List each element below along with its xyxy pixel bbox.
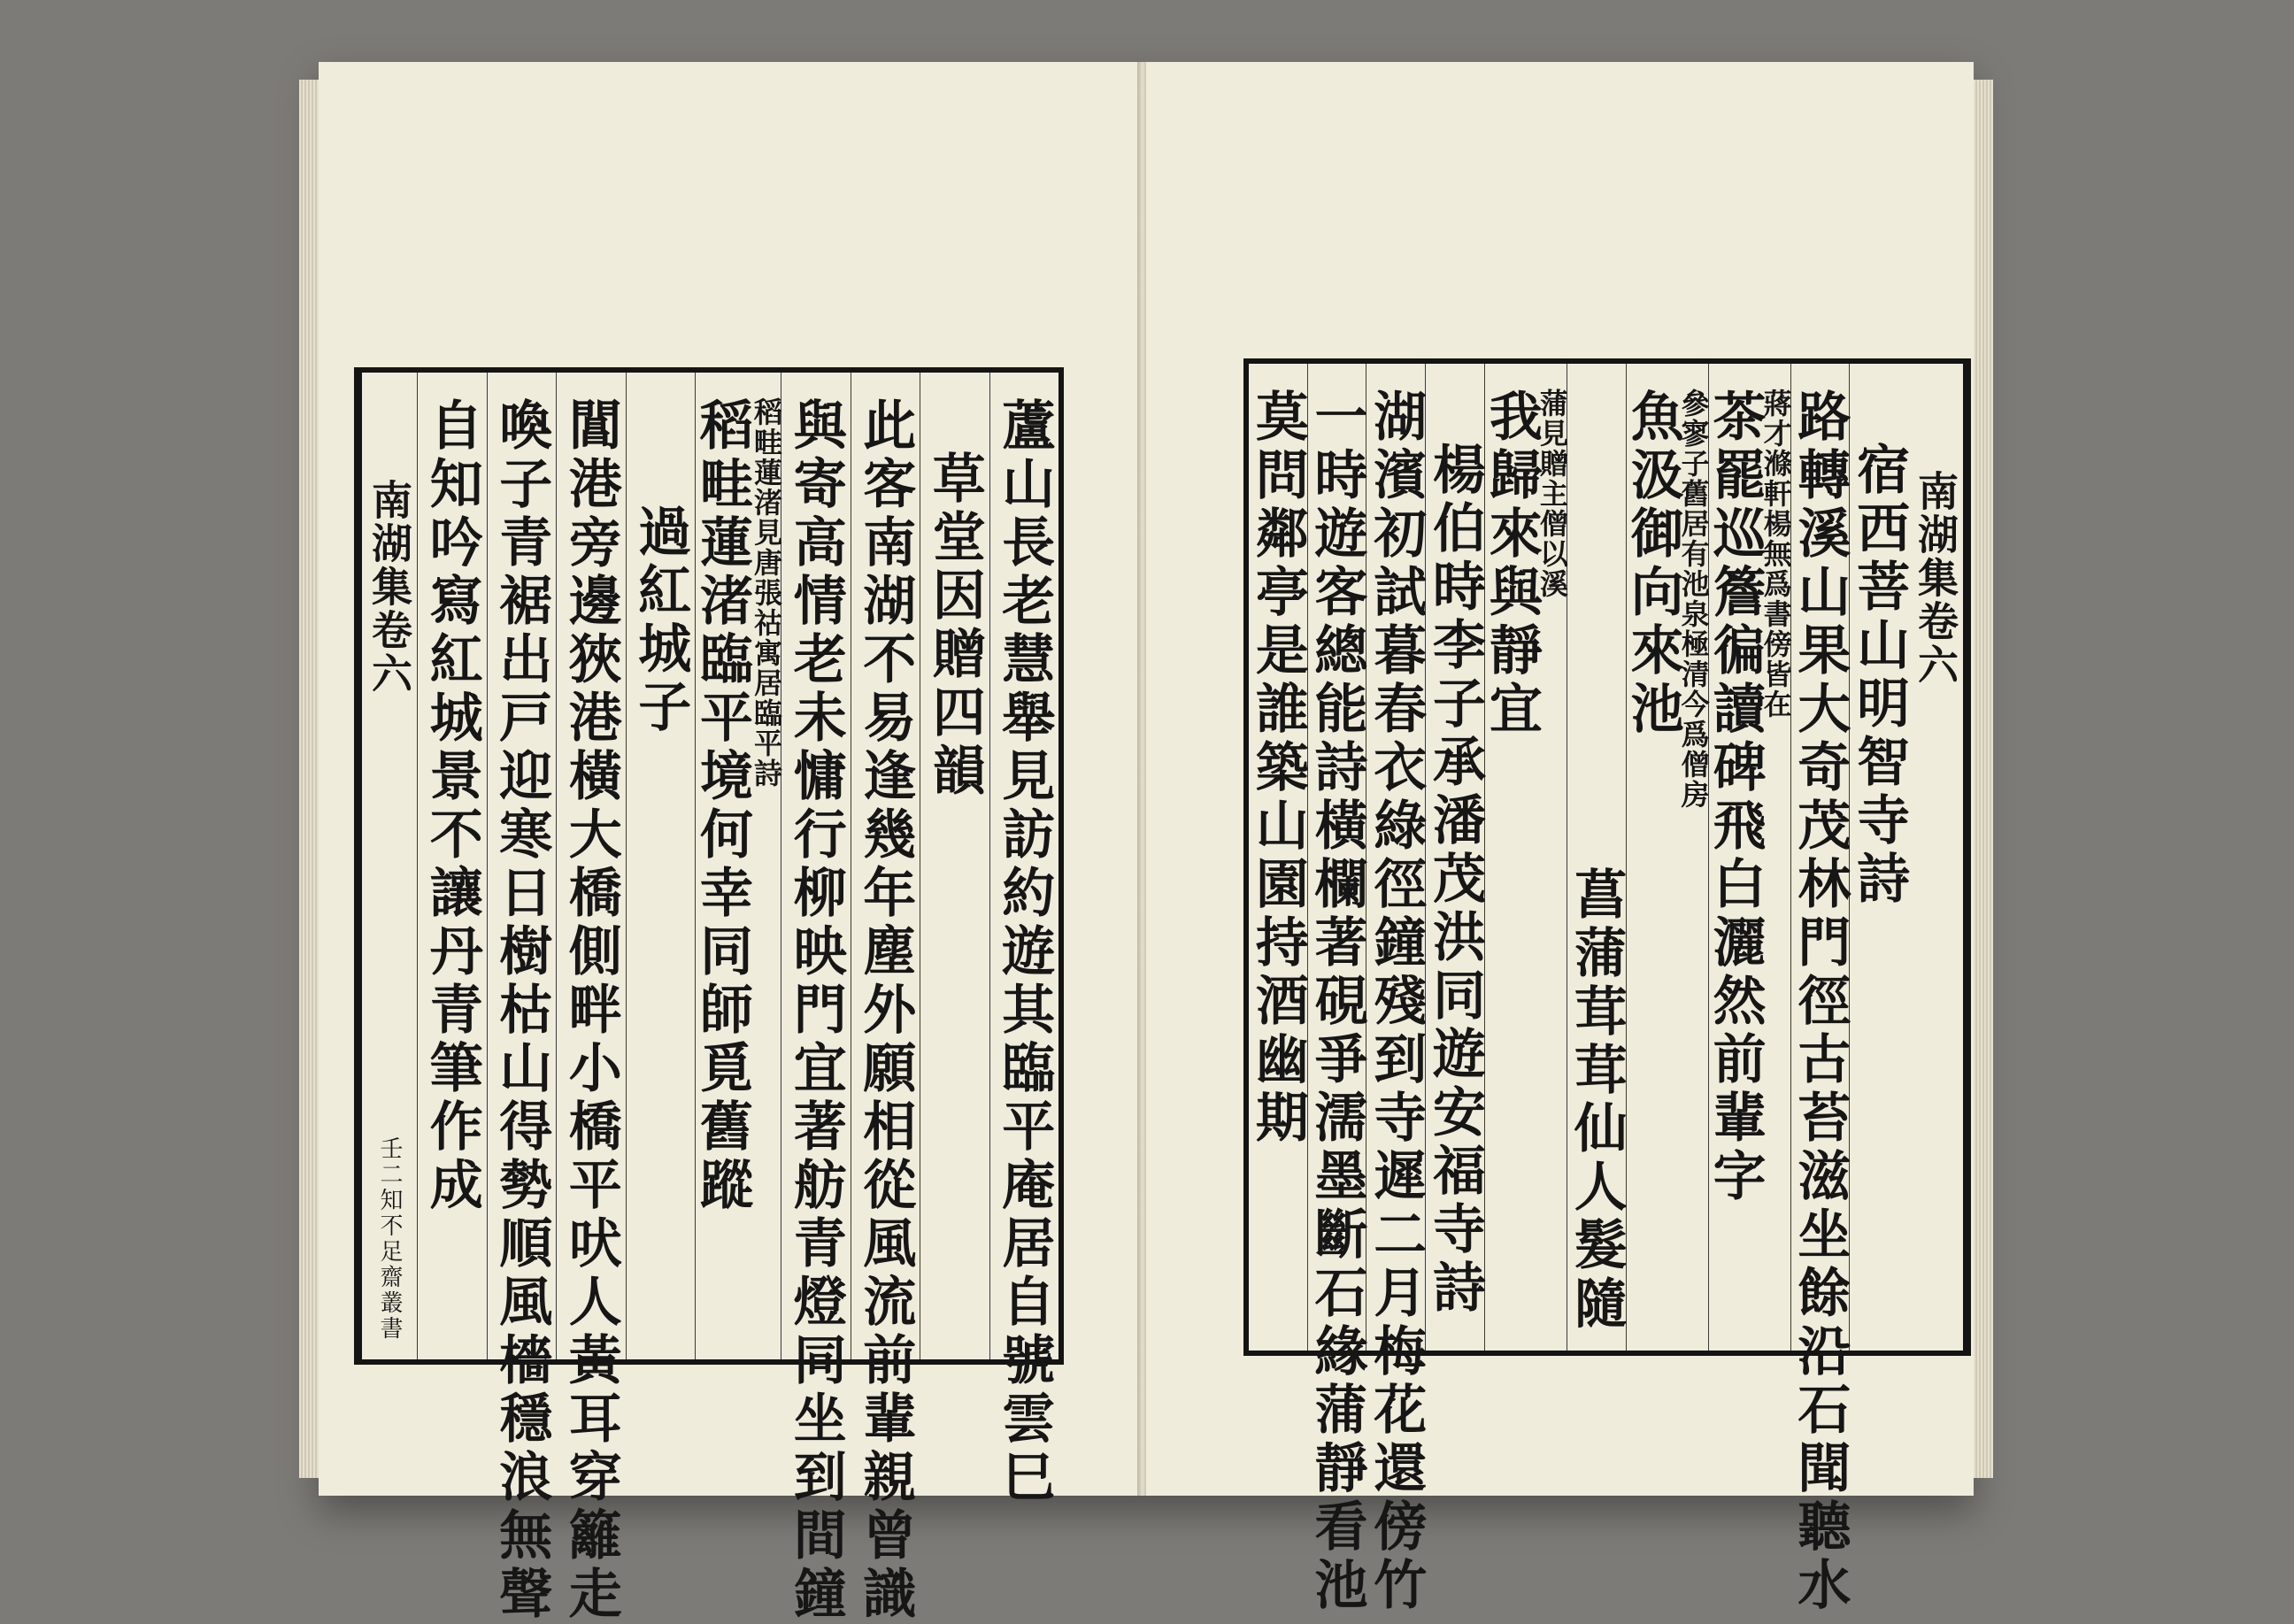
text-column [1789,364,1851,1615]
column-text: 我歸來與靜宜 [1480,389,1543,739]
right-page [1146,62,1974,1615]
column-text: 一時遊客總能詩橫欄著硯爭濡墨斷石緣蒲靜看池 [1305,389,1368,1615]
open-book [319,62,1974,1624]
page-edge-left [299,80,319,1478]
column-text: 此客南湖不易逢幾年塵外願相從風流前輩親曾識 [854,397,917,1624]
margin-imprint: 壬二知不足齋叢書 [376,1136,403,1342]
text-column [781,373,851,1624]
page-edge-right [1974,80,1993,1478]
column-text: 魚汲御向來池 [1621,389,1684,739]
column-text: 過紅城子 [629,504,692,737]
column-note: 參寥子舊居有池泉極清今爲僧房 [1676,389,1711,810]
column-text: 茶罷巡簷徧讀碑飛白灑然前輩字 [1704,389,1767,1206]
text-column [487,373,557,1624]
column-text: 蘆山長老慧舉見訪約遊其臨平庵居自號雲巳 [993,397,1056,1507]
text-column [989,373,1059,1507]
text-column [920,373,989,1359]
right-text-block [1243,358,1971,1615]
text-column [1425,364,1484,1351]
text-column [1305,364,1368,1615]
column-note: 蒲見贈主僧以溪 [1535,389,1569,599]
column-text: 與寄高情老未慵行柳映門宜著舫青燈同坐到間鐘 [784,397,847,1624]
column-text: 稻畦蓮渚臨平境何幸同師覓舊蹤 [691,397,753,1215]
text-column [1246,364,1309,1351]
margin-title: 南湖集卷六 [1912,470,1959,687]
left-page [319,62,1139,1624]
column-text: 湖濱初試暮春衣綠徑鐘殘到寺遲二月梅花還傍竹 [1365,389,1428,1615]
column-text: 草堂因贈四韻 [923,450,986,801]
text-column [556,373,626,1624]
column-text: 閶港旁邊狹港橫大橋側畔小橋平吠人黃耳穿籬走 [559,397,622,1624]
column-text: 菖蒲茸茸仙人髮隨 [1565,866,1628,1334]
text-column [1704,364,1793,1351]
text-column [691,373,783,1359]
column-note: 稻畦蓮渚見唐張祜寓居臨平詩 [750,397,783,789]
page-margin-title [1908,364,1966,1351]
column-note: 蔣才滌軒楊無爲書傍皆在 [1759,389,1793,720]
text-column [1365,364,1428,1615]
text-column [1480,364,1569,1351]
column-text: 自知吟寫紅城景不讓丹青筆作成 [420,397,483,1215]
text-column [1567,364,1626,1351]
text-column [626,373,696,1359]
column-text: 路轉溪山果大奇茂林門徑古苔滋坐餘沿石聞聽水 [1789,389,1851,1615]
left-text-block [354,367,1064,1624]
column-text: 喚子青裾出戸迎寒日樹枯山得勢順風檣穩浪無聲 [490,397,553,1624]
page-margin-title [359,373,417,1359]
text-column [417,373,487,1359]
text-column [1848,364,1911,1351]
column-text: 宿西菩山明智寺詩 [1848,442,1911,909]
text-column [851,373,920,1624]
column-text: 莫問鄰亭是誰築山園持酒幽期 [1246,389,1309,1148]
margin-title: 南湖集卷六 [366,479,413,696]
column-text: 楊伯時李子承潘茂洪同遊安福寺詩 [1423,442,1486,1318]
text-column [1621,364,1711,1351]
